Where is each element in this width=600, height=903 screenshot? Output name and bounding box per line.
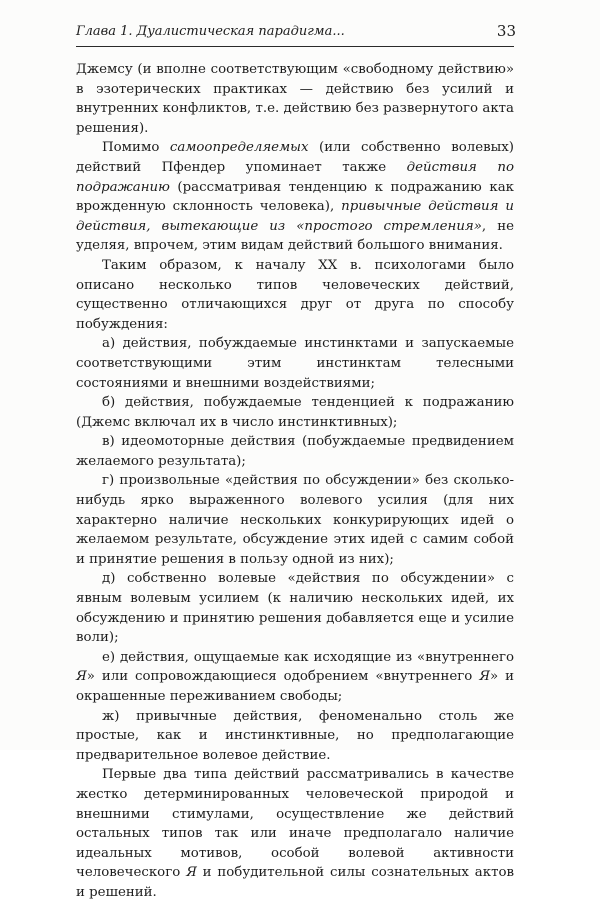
header-rule: [76, 46, 514, 47]
paragraph: [76, 60, 514, 138]
list-item: [76, 569, 514, 647]
text-run: д) собственно волевые «действия по обсуждении» с явным волевым усилием (к наличию нескольких идей, их обсуждению и принятию решения добавляется еще и усилие воли);: [76, 571, 514, 646]
text-run: Джемсу (и вполне соответствующим «свободному действию» в эзотерических практиках — действию без усилий и внутренних конфликтов, т.е. действию без развернутого акта решения).: [76, 62, 514, 136]
page-header: [76, 22, 516, 42]
text-run: (рассматривая тенденцию к подражанию как врожденную склонность человека),: [76, 179, 514, 215]
list-item: [76, 707, 514, 766]
text-run-italic: Я: [479, 669, 491, 685]
list-item: [76, 393, 514, 432]
running-head: Глава 1. Дуалистическая парадигма...: [76, 24, 345, 39]
text-run-italic: привычные действия и действия, вытекающие из «простого стремления»: [76, 199, 514, 234]
list-item: [76, 334, 514, 393]
text-run: , не уделяя, впрочем, этим видам действий большого внимания.: [76, 218, 514, 254]
text-run: е) действия, ощущаемые как исходящие из «внутреннего: [102, 649, 514, 665]
text-run: б) действия, побуждаемые тенденцией к подражанию (Джемс включал их в число инстинктивных);: [76, 395, 514, 430]
paragraph: [76, 765, 514, 902]
text-run: ж) привычные действия, феноменально столь же простые, как и инстинктивные, но предполагающие предварительное волевое действие.: [76, 708, 514, 763]
page-number: 33: [496, 22, 516, 40]
text-run-italic: самоопределяемых: [169, 140, 309, 156]
text-run-italic: Я: [186, 865, 197, 881]
paragraph: [76, 138, 514, 256]
text-run: Таким образом, к началу XX в. психологами было описано несколько типов человеческих действий, существенно отличающихся друг от друга по способу побуждения:: [76, 257, 514, 332]
body-text: [76, 60, 514, 903]
text-run: » или сопровождающиеся одобрением «внутреннего: [86, 669, 480, 685]
text-run: в) идеомоторные действия (побуждаемые предвидением желаемого результата);: [76, 434, 514, 469]
text-run-italic: Я: [76, 669, 87, 685]
list-item: [76, 471, 514, 569]
list-item: [76, 648, 514, 707]
text-run: г) произвольные «действия по обсуждении» без сколько-нибудь ярко выраженного волевого усилия (для них характерно наличие нескольких конкурирующих идей о желаемом результате, обсуждение этих идей с самим собой и принятие решения в пользу одной из них);: [76, 473, 514, 567]
text-run: Помимо: [102, 140, 170, 156]
paragraph: [76, 256, 514, 334]
text-run: (или собственно волевых) действий Пфендер упоминает также: [76, 140, 514, 175]
text-run: а) действия, побуждаемые инстинктами и запускаемые соответствующими этим инстинктам телесными состояниями и внешними воздействиями;: [76, 336, 514, 391]
text-run: и побудительной силы сознательных актов и решений.: [76, 865, 514, 900]
text-run: » и окрашенные переживанием свободы;: [76, 669, 514, 704]
list-item: [76, 432, 514, 471]
text-run: Первые два типа действий рассматривались в качестве жестко детерминированных человеческой природой и внешними стимулами, осуществление же действий остальных типов так или иначе предполагало наличие идеальных мотивов, особой волевой активности человеческого: [76, 767, 514, 881]
text-run-italic: действия по подражанию: [76, 159, 514, 195]
